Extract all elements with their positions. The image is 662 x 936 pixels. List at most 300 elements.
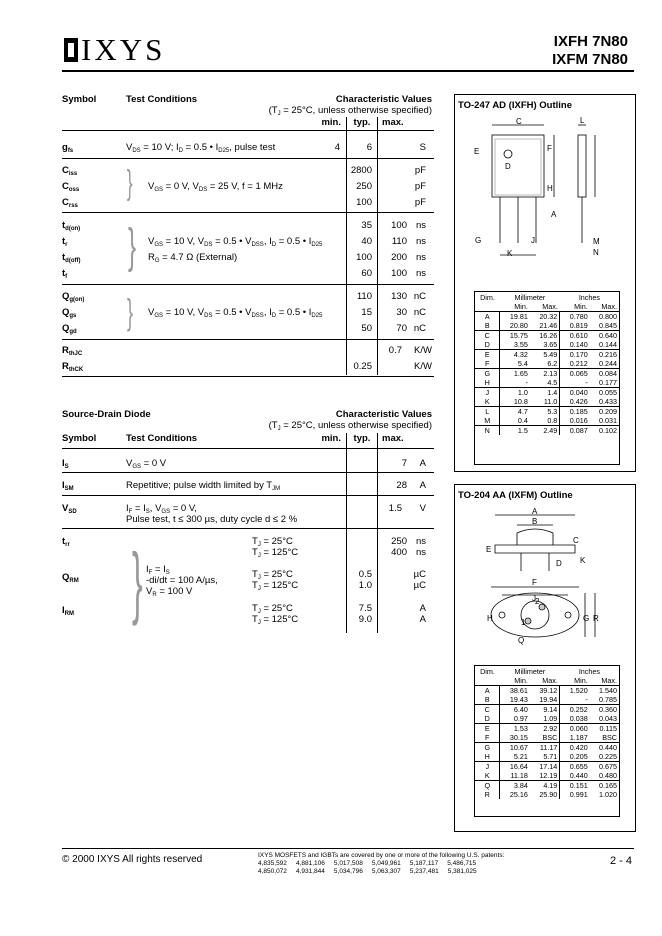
table-row [475,331,619,341]
ism-max: 28 [396,480,407,491]
copyright: © 2000 IXYS All rights reserved [62,854,203,865]
qgon-typ: 110 [356,291,372,302]
table-row [475,724,619,734]
dim-value: 1.540 [599,686,617,695]
to204-table [475,667,619,799]
tdon-max: 100 [391,220,407,231]
dim-value: 6.40 [500,705,530,715]
dim-letter: B [484,695,490,704]
dim-value: 0.780 [560,312,590,322]
to247-label-h: H [547,184,553,193]
to204-label-e: E [486,545,492,554]
dim-value: 0.480 [599,771,617,780]
dim-value: 0.675 [599,762,617,771]
to247-label-c: C [516,117,522,126]
dim-value: 0.209 [599,407,617,416]
table-subheader [475,676,619,686]
dim-value: 1.09 [543,714,558,723]
dim-value: 0.845 [599,321,617,330]
qgon-max: 130 [391,291,407,302]
col-max: max. [382,117,404,128]
qrm-tj1: $T_J = 25^\circ C$ [252,569,293,581]
dim-value: 5.3 [547,407,558,416]
header-min: Min. [574,302,588,311]
dim-value: 0.185 [560,407,590,417]
tf-max: 100 [391,268,407,279]
rule [62,212,434,213]
dim-value: 0.170 [560,350,590,360]
dim-value: 4.5 [547,378,558,387]
dim-value: 0.800 [599,312,617,321]
col-typ: typ. [353,117,371,128]
dim-value: 1.020 [599,790,617,799]
to247-label-j: J [531,236,535,245]
table-row [475,743,619,753]
to247-body [492,135,544,197]
col-test-conditions: Test Conditions [126,94,198,105]
dim-value: 0.785 [599,695,617,704]
symbol-vsd: $V_{SD}$ [62,503,77,515]
brace-icon: } [128,220,137,273]
dim-value: 0.031 [599,416,617,425]
symbol-tdon: $t_{d(on)}$ [62,220,81,232]
rule [377,433,378,633]
to247-label-a: A [551,210,557,219]
rule [62,339,434,340]
to247-label-k: K [507,249,513,258]
dim-value: 19.43 [500,695,530,705]
dim-value: 0.225 [599,752,617,761]
diode-col-typ: typ. [353,433,371,444]
dim-letter: D [484,340,490,349]
dim-value: 5.71 [543,752,558,761]
dim-value: - [560,378,590,388]
qgs-unit: nC [413,307,426,318]
dim-value: 0.212 [560,359,590,369]
table-header [475,293,619,302]
tf-typ: 60 [361,268,372,279]
irm-v1: 7.5 [358,603,372,614]
symbol-tdoff: $t_{d(off)}$ [62,252,81,264]
dim-value: 1.65 [500,369,530,379]
dim-value: 0.426 [560,397,590,407]
symbol-ism: $I_{SM}$ [62,480,74,492]
ism-conditions: Repetitive; pulse width limited by $T_{JM}$ [126,480,281,492]
dim-value: - [560,695,590,705]
to247-table [475,293,619,435]
dim-value: 0.610 [560,331,590,341]
tr-unit: ns [415,236,426,247]
table-row [475,771,619,781]
qgon-unit: nC [413,291,426,302]
table-row [475,369,619,379]
dim-value: 3.84 [500,781,530,791]
dim-value: 0.065 [560,369,590,379]
trr-v2: 400 [391,547,407,558]
trr-tj2: $T_J = 125^\circ C$ [252,547,299,559]
header-min: Min. [514,302,528,311]
patent-note: IXYS MOSFETS and IGBTs are covered by one or more of the following U.S. patents: [258,852,505,859]
to204-label-c: C [573,536,579,545]
symbol-rthjc: $R_{thJC}$ [62,345,83,357]
dim-value: 38.61 [500,686,530,696]
dim-value: 0.252 [560,705,590,715]
table-row [475,416,619,426]
dim-letter: R [484,790,490,799]
to204-rows [475,686,619,800]
to204-label-d: D [556,559,562,568]
dim-value: - [500,378,530,388]
col-min: min. [321,117,341,128]
to204-label-q: Q [518,636,525,645]
qgd-max: 70 [396,323,407,334]
dim-value: 10.8 [500,397,530,407]
to204-hole-left [499,612,505,618]
dim-letter: F [485,359,490,368]
table-header [475,667,619,676]
gfs-conditions: $V_{DS} = 10$ V; $I_D = 0.5$ • $I_{D25}$, pulse test [126,142,276,154]
diode-col-test: Test Conditions [126,433,198,444]
part-number-2: IXFM 7N80 [552,51,628,68]
symbol-coss: $C_{oss}$ [62,181,80,193]
dim-value: 1.187 [560,733,590,743]
dim-value: 20.32 [539,312,558,321]
irm-unit-2: A [419,614,426,625]
brace-icon: } [127,291,134,332]
table-row [475,397,619,407]
dim-value: 15.75 [500,331,530,341]
brace-icon: } [132,537,143,626]
rule [377,117,378,375]
dim-value: 0.97 [500,714,530,724]
tdoff-max: 200 [391,252,407,263]
dim-letter: J [485,388,490,397]
dim-value: 16.26 [539,331,558,340]
to247-panel [454,94,636,472]
table-row [475,426,619,436]
dim-value: 1.520 [560,686,590,696]
table-row [475,359,619,369]
ciss-unit: pF [414,165,426,176]
dim-value: 0.440 [599,743,617,752]
table-row [475,752,619,762]
dim-value: 0.144 [599,340,617,349]
tdon-unit: ns [415,220,426,231]
header-dim: Dim. [480,667,495,676]
dim-letter: E [484,724,490,733]
coss-typ: 250 [356,181,372,192]
dim-value: 17.14 [539,762,558,771]
dim-value: 19.81 [500,312,530,322]
table-row [475,340,619,350]
dim-letter: D [484,714,490,723]
table-row [475,762,619,772]
table-row [475,790,619,799]
table-row [475,321,619,331]
to204-label-h: H [487,614,493,623]
trr-tj1: $T_J = 25^\circ C$ [252,536,293,548]
table-row [475,388,619,398]
dim-value: 5.49 [543,350,558,359]
dim-value: 10.67 [500,743,530,753]
dim-value: 0.244 [599,359,617,368]
table-row [475,686,619,696]
dim-value: 1.5 [500,426,530,436]
rule [62,284,434,285]
qgd-typ: 50 [361,323,372,334]
to247-label-d: D [505,162,511,171]
is-conditions: $V_{GS} = 0$ V [126,458,167,470]
dim-value: 0.433 [599,397,617,406]
to204-label-f: F [532,578,537,587]
rthck-typ: 0.25 [353,361,372,372]
qrm-unit-1: µC [413,569,426,580]
dim-value: 0.655 [560,762,590,772]
table-row [475,695,619,705]
header-min: Min. [574,676,588,685]
dim-value: 1.53 [500,724,530,734]
diode-title: Source-Drain Diode [62,409,151,420]
to204-label-a: A [532,507,538,516]
table-row [475,781,619,791]
dim-value: 0.087 [560,426,590,436]
diode-col-values: Characteristic Values [335,409,432,420]
vsd-conditions-1: $I_F = I_S$, $V_{GS} = 0$ V, [126,503,197,515]
to247-label-m: M [593,237,600,246]
dim-value: 5.21 [500,752,530,762]
logo [64,34,194,66]
dim-value: 0.440 [560,771,590,781]
dim-letter: G [484,369,491,378]
to204-hole-right [565,612,571,618]
irm-tj2: $T_J = 125^\circ C$ [252,614,299,626]
to247-dim-table [474,291,620,465]
dim-value: 0.140 [560,340,590,350]
coss-unit: pF [414,181,426,192]
header-inches: Inches [578,293,600,302]
vsd-max: 1.5 [388,503,402,514]
cap-conditions: $V_{GS} = 0$ V, $V_{DS} = 25$ V, f = 1 MHz [148,181,283,193]
table-row [475,714,619,724]
footer-rule [62,848,634,849]
dim-value: 39.12 [539,686,558,695]
irm-v2: 9.0 [358,614,372,625]
dim-letter: B [484,321,490,330]
dim-value: 0.819 [560,321,590,331]
to247-label-e: E [474,147,480,156]
gate-conditions: $V_{GS} = 10$ V, $V_{DS} = 0.5$ • $V_{DSS}$, $I_D = 0.5$ • $I_{D25}$ [148,307,323,319]
tdoff-typ: 100 [356,252,372,263]
dim-letter: E [484,350,490,359]
dim-value: 0.016 [560,416,590,426]
dim-letter: H [484,752,490,761]
dim-value: 30.15 [500,733,530,743]
to247-side-body [578,135,586,197]
dim-letter: K [484,771,490,780]
dim-value: 1.4 [547,388,558,397]
to204-label-b: B [532,517,538,526]
table-row [475,312,619,322]
switch-conditions-1: $V_{GS} = 10$ V, $V_{DS} = 0.5$ • $V_{DSS}$, $I_D = 0.5$ • $I_{D25}$ [148,236,323,248]
header-dim: Dim. [480,293,495,302]
dim-value: 1.0 [500,388,530,398]
vsd-unit: V [419,503,426,514]
dim-value: 0.038 [560,714,590,724]
symbol-qgon: $Q_{g(on)}$ [62,291,85,303]
dim-letter: C [484,705,490,714]
header-max: Max. [542,676,558,685]
rule [62,158,434,159]
diode-col-values-note: ($T_J = 25^\circ C$, unless otherwise specified) [268,420,432,432]
qgs-typ: 15 [361,307,372,318]
trr-unit-2: ns [415,547,426,558]
to247-mount-hole [504,150,512,158]
diode-vr-condition: $V_R = 100$ V [146,586,193,598]
trr-v1: 250 [391,536,407,547]
rule [62,528,434,529]
dim-value: 2.49 [543,426,558,435]
header-max: Max. [601,302,617,311]
dim-letter: F [485,733,490,742]
dim-value: 11.17 [539,743,558,752]
table-row [475,705,619,715]
symbol-qrm: $Q_{RM}$ [62,572,79,584]
dim-letter: M [484,416,491,425]
dim-value: 16.64 [500,762,530,772]
logo-text: IXYS [81,32,166,67]
qgd-unit: nC [413,323,426,334]
to247-title: TO-247 AD (IXFH) Outline [458,100,573,111]
header-max: Max. [542,302,558,311]
dim-value: 0.102 [599,426,617,435]
brace-icon: } [126,164,133,202]
qgs-max: 30 [396,307,407,318]
dim-letter: N [484,426,490,435]
trr-unit-1: ns [415,536,426,547]
table-row [475,407,619,417]
dim-value: 0.177 [599,378,617,387]
to247-rows [475,312,619,436]
dim-value: 3.65 [543,340,558,349]
to247-label-f: F [547,144,552,153]
dim-value: 0.8 [547,416,558,425]
crss-typ: 100 [356,197,372,208]
rule [62,376,434,377]
part-number-1: IXFH 7N80 [553,33,628,50]
dim-letter: J [485,762,490,771]
rthck-unit: K/W [414,361,432,372]
qrm-unit-2: µC [413,580,426,591]
dim-value: 11.18 [500,771,530,781]
table-row [475,733,619,743]
dim-value: 4.19 [543,781,558,790]
table-subheader [475,302,619,312]
dim-value: 9.14 [543,705,558,714]
tdon-typ: 35 [361,220,372,231]
header-rule [62,70,634,72]
header-mm: Millimeter [514,667,546,676]
patent-list-2: 4,850,072 4,931,844 5,034,796 5,063,307 5,237,481 5,381,025 [258,868,477,875]
qrm-tj2: $T_J = 125^\circ C$ [252,580,299,592]
header-min: Min. [514,676,528,685]
dim-value: 0.040 [560,388,590,398]
col-characteristic-values: Characteristic Values [335,94,432,105]
to204-pin2-circle [539,604,545,610]
gfs-min: 4 [334,142,340,153]
diode-didt-condition: -di/dt = 100 A/µs, [146,575,218,586]
to204-title: TO-204 AA (IXFM) Outline [458,490,573,501]
qrm-v2: 1.0 [358,580,372,591]
to247-label-l: L [580,116,585,125]
symbol-tr: $t_r$ [62,236,68,248]
dim-value: 0.165 [599,781,617,790]
qrm-v1: 0.5 [358,569,372,580]
dim-value: 11.0 [543,397,558,406]
dim-value: 4.7 [500,407,530,417]
to247-label-g: G [475,236,482,245]
dim-value: 25.90 [539,790,558,799]
dim-letter: G [484,743,491,752]
tf-unit: ns [415,268,426,279]
symbol-gfs: $g_{fs}$ [62,142,74,154]
dim-value: 0.205 [560,752,590,762]
to204-panel [454,484,636,832]
symbol-ciss: $C_{iss}$ [62,165,78,177]
header-mm: Millimeter [514,293,546,302]
dim-value: 0.060 [560,724,590,734]
dim-letter: H [484,378,490,387]
dim-value: 20.80 [500,321,530,331]
to204-cap [517,529,553,545]
rule [62,130,434,131]
dim-value: 0.115 [599,724,617,733]
dim-letter: Q [484,781,491,790]
to204-label-g: G [583,614,590,623]
dim-value: 0.991 [560,790,590,799]
dim-value: 25.16 [500,790,530,799]
tdoff-unit: ns [415,252,426,263]
to204-label-r: R [593,614,599,623]
to204-drawing [455,503,635,663]
dim-value: 4.32 [500,350,530,360]
dim-value: BSC [602,733,617,742]
col-symbol: Symbol [62,94,97,105]
to204-pin1-circle [525,618,531,624]
header-inches: Inches [578,667,600,676]
to247-label-n: N [593,248,599,257]
diode-col-min: min. [321,433,341,444]
is-unit: A [419,458,426,469]
tr-max: 110 [391,236,407,247]
dim-value: 0.043 [599,714,617,723]
to204-dim-table [474,665,620,817]
patent-list-1: 4,835,592 4,881,106 5,017,508 5,049,961 5,187,117 5,486,715 [258,860,477,867]
dim-letter: A [484,686,490,695]
irm-tj1: $T_J = 25^\circ C$ [252,603,293,615]
rule [346,433,347,633]
dim-letter: C [484,331,490,340]
page-number: 2 - 4 [609,855,632,867]
symbol-crss: $C_{rss}$ [62,197,78,209]
diode-col-max: max. [382,433,404,444]
dim-value: 0.420 [560,743,590,753]
to204-label-pin1: 1 [521,618,526,627]
dim-value: 0.216 [599,350,617,359]
dim-value: 0.084 [599,369,617,378]
logo-mark-inner-icon [68,43,74,57]
crss-unit: pF [414,197,426,208]
to247-drawing [455,113,635,273]
